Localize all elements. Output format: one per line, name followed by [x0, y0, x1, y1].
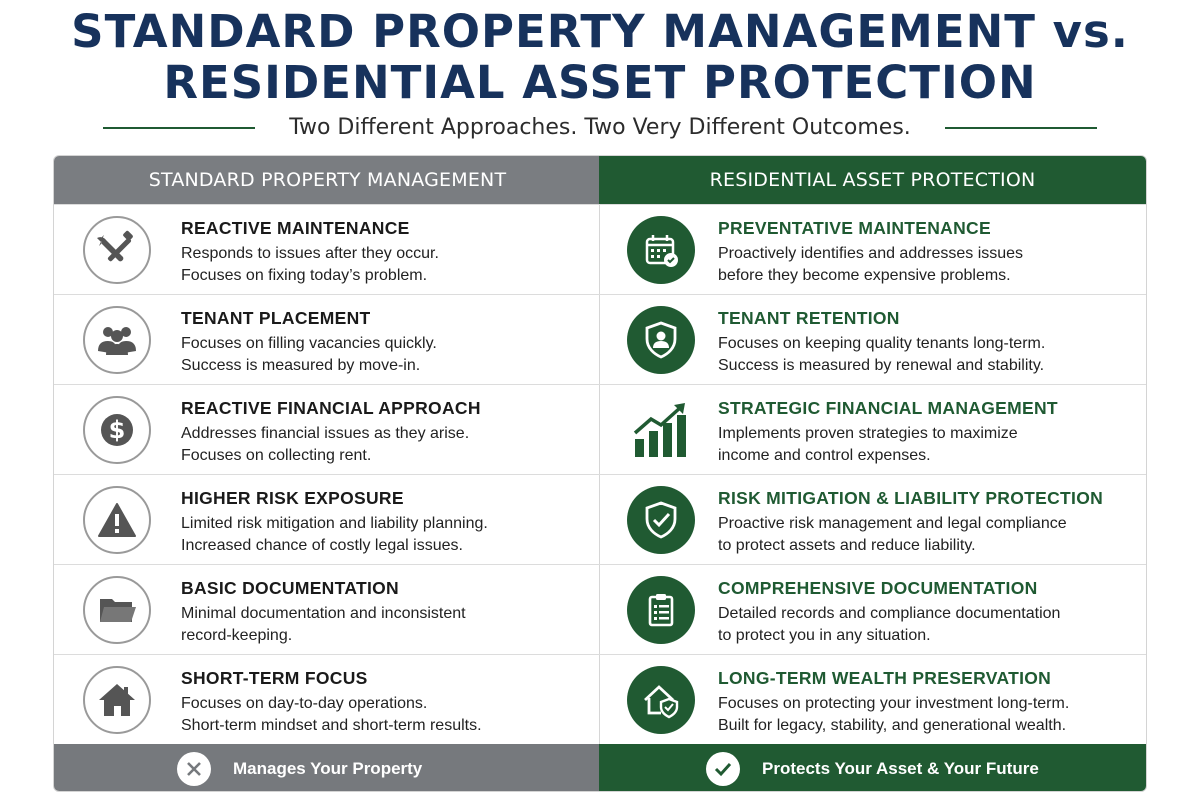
protection-cell	[600, 205, 1145, 295]
folder-icon	[83, 576, 151, 644]
footer-standard	[54, 744, 601, 792]
standard-item-desc-line-2: Increased chance of costly legal issues.	[181, 537, 463, 554]
dollar-icon	[83, 396, 151, 464]
footer-protection	[599, 744, 1146, 792]
standard-item-title: BASIC DOCUMENTATION	[181, 578, 399, 598]
protection-cell	[600, 295, 1145, 385]
x-circle-icon	[177, 752, 211, 786]
standard-item-desc-line-1: Limited risk mitigation and liability planning.	[181, 515, 488, 532]
standard-cell	[54, 385, 599, 475]
standard-item-desc-line-2: Focuses on fixing today’s problem.	[181, 267, 428, 284]
house-shield-icon	[627, 666, 695, 734]
shield-check-icon	[627, 486, 695, 554]
standard-item-title: REACTIVE FINANCIAL APPROACH	[181, 398, 481, 418]
standard-item-desc-line-1: Focuses on day-to-day operations.	[181, 695, 428, 712]
protection-item-desc-line-1: Proactively identifies and addresses issues	[718, 245, 1024, 262]
protection-item-title: LONG-TERM WEALTH PRESERVATION	[718, 668, 1052, 688]
protection-item-desc-line-2: Success is measured by renewal and stability.	[718, 357, 1045, 374]
shield-person-icon	[627, 306, 695, 374]
clipboard-icon	[627, 576, 695, 644]
standard-item-title: TENANT PLACEMENT	[181, 308, 371, 328]
warning-icon	[83, 486, 151, 554]
standard-cell	[54, 205, 599, 295]
protection-item-desc-line-1: Focuses on protecting your investment long-term.	[718, 695, 1070, 712]
protection-cell	[600, 565, 1145, 655]
protection-cell	[600, 655, 1145, 745]
protection-item-desc-line-2: to protect assets and reduce liability.	[718, 537, 976, 554]
protection-item-desc-line-1: Detailed records and compliance documentation	[718, 605, 1061, 622]
standard-item-desc-line-1: Focuses on filling vacancies quickly.	[181, 335, 437, 352]
protection-item-desc-line-2: income and control expenses.	[718, 447, 931, 464]
protection-item-desc-line-1: Focuses on keeping quality tenants long-term.	[718, 335, 1046, 352]
subtitle-row	[0, 110, 1200, 146]
standard-item-title: SHORT-TERM FOCUS	[181, 668, 368, 688]
table-row	[54, 294, 1147, 384]
standard-cell	[54, 295, 599, 385]
svg-text:$: $	[108, 416, 126, 444]
column-header-standard: STANDARD PROPERTY MANAGEMENT	[54, 156, 601, 204]
protection-item-title: RISK MITIGATION & LIABILITY PROTECTION	[718, 488, 1104, 508]
footer-standard-label: Manages Your Property	[233, 758, 423, 778]
table-row	[54, 654, 1147, 744]
standard-item-desc-line-2: Focuses on collecting rent.	[181, 447, 372, 464]
protection-item-title: STRATEGIC FINANCIAL MANAGEMENT	[718, 398, 1058, 418]
house-icon	[83, 666, 151, 734]
table-row	[54, 564, 1147, 654]
protection-item-desc-line-2: to protect you in any situation.	[718, 627, 931, 644]
calendar-check-icon	[627, 216, 695, 284]
standard-item-desc-line-1: Minimal documentation and inconsistent	[181, 605, 466, 622]
table-row	[54, 384, 1147, 474]
standard-item-desc-line-2: record-keeping.	[181, 627, 293, 644]
protection-item-desc-line-2: Built for legacy, stability, and generational wealth.	[718, 717, 1067, 734]
standard-item-desc-line-2: Short-term mindset and short-term results.	[181, 717, 482, 734]
standard-cell	[54, 565, 599, 655]
standard-cell	[54, 475, 599, 565]
protection-item-title: TENANT RETENTION	[718, 308, 900, 328]
standard-item-desc-line-1: Addresses financial issues as they arise.	[181, 425, 470, 442]
subtitle-divider-right	[945, 127, 1097, 129]
table-row	[54, 474, 1147, 564]
protection-item-desc-line-2: before they become expensive problems.	[718, 267, 1011, 284]
table-row	[54, 204, 1147, 294]
standard-item-desc-line-1: Responds to issues after they occur.	[181, 245, 439, 262]
protection-item-title: PREVENTATIVE MAINTENANCE	[718, 218, 991, 238]
comparison-table	[53, 155, 1147, 792]
people-icon	[83, 306, 151, 374]
check-circle-icon	[706, 752, 740, 786]
page-title-line-2: RESIDENTIAL ASSET PROTECTION	[163, 56, 1037, 109]
standard-item-title: HIGHER RISK EXPOSURE	[181, 488, 404, 508]
subtitle: Two Different Approaches. Two Very Different Outcomes.	[289, 115, 911, 140]
protection-cell	[600, 475, 1145, 565]
protection-item-desc-line-1: Proactive risk management and legal compliance	[718, 515, 1067, 532]
standard-item-desc-line-2: Success is measured by move-in.	[181, 357, 421, 374]
footer-protection-label: Protects Your Asset & Your Future	[762, 758, 1039, 778]
growth-chart-icon	[627, 396, 695, 464]
wrench-screwdriver-icon	[83, 216, 151, 284]
page-title-line-1: STANDARD PROPERTY MANAGEMENT vs.	[71, 5, 1129, 58]
protection-item-desc-line-1: Implements proven strategies to maximize	[718, 425, 1018, 442]
standard-item-title: REACTIVE MAINTENANCE	[181, 218, 410, 238]
standard-cell	[54, 655, 599, 745]
protection-cell	[600, 385, 1145, 475]
protection-item-title: COMPREHENSIVE DOCUMENTATION	[718, 578, 1038, 598]
column-header-protection: RESIDENTIAL ASSET PROTECTION	[599, 156, 1146, 204]
